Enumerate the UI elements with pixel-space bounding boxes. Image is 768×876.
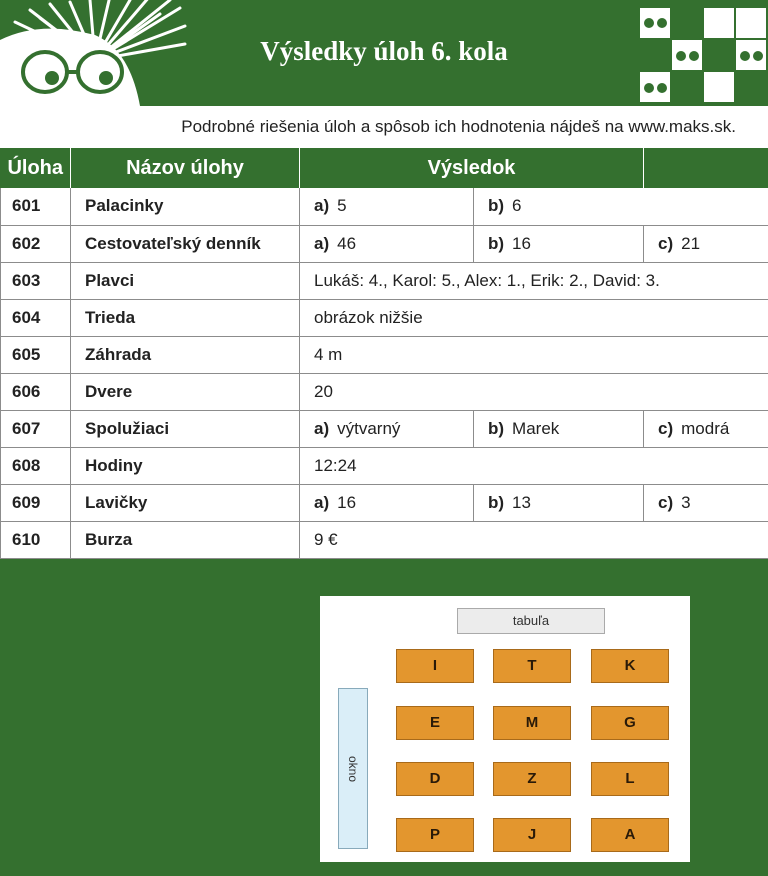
- desk-m: M: [493, 706, 571, 740]
- result-value: 6: [512, 196, 522, 216]
- task-name: Palacinky: [71, 188, 300, 225]
- result-cell: [300, 410, 474, 447]
- result-label: c): [658, 492, 674, 512]
- desk-g: G: [591, 706, 669, 740]
- task-name: Cestovateľský denník: [71, 225, 300, 262]
- task-number: 607: [1, 410, 71, 447]
- result-cell: [474, 484, 644, 521]
- result-value: výtvarný: [337, 418, 401, 438]
- checkerboard-logo: [640, 6, 768, 104]
- result-text: 12:24: [300, 447, 768, 484]
- table-row: [1, 262, 768, 299]
- task-number: 604: [1, 299, 71, 336]
- desk-l: L: [591, 762, 669, 796]
- task-number: 602: [1, 225, 71, 262]
- task-name: Burza: [71, 521, 300, 558]
- header-task: Úloha: [1, 148, 71, 188]
- result-value: 46: [337, 233, 357, 253]
- result-value: 16: [337, 492, 357, 512]
- desk-z: Z: [493, 762, 571, 796]
- results-table: [0, 148, 768, 559]
- task-name: Dvere: [71, 373, 300, 410]
- table-body: [1, 188, 768, 558]
- result-value: 21: [681, 233, 701, 253]
- table-header-row: [1, 148, 768, 188]
- result-value: 13: [512, 492, 531, 512]
- subtitle-note: Podrobné riešenia úloh a spôsob ich hodnotenia nájdeš na www.maks.sk.: [0, 106, 768, 148]
- result-label: c): [658, 233, 674, 253]
- page-title: Výsledky úloh 6. kola: [260, 36, 508, 66]
- result-cell: [644, 225, 768, 262]
- result-label: a): [314, 233, 330, 253]
- table-row: [1, 299, 768, 336]
- result-text: obrázok nižšie: [300, 299, 768, 336]
- table-row: [1, 484, 768, 521]
- desk-j: J: [493, 818, 571, 852]
- desk-e: E: [396, 706, 474, 740]
- table-row: [1, 447, 768, 484]
- classroom-window: [338, 688, 368, 849]
- desk-d: D: [396, 762, 474, 796]
- table-row: [1, 373, 768, 410]
- classroom-board: tabuľa: [457, 608, 605, 634]
- result-text: Lukáš: 4., Karol: 5., Alex: 1., Erik: 2., David: 3.: [300, 262, 768, 299]
- task-number: 605: [1, 336, 71, 373]
- table-row: [1, 410, 768, 447]
- result-value: modrá: [681, 418, 730, 438]
- task-number: 601: [1, 188, 71, 225]
- result-cell: [300, 484, 474, 521]
- desk-a: A: [591, 818, 669, 852]
- result-label: b): [488, 418, 505, 438]
- result-cell: [300, 225, 474, 262]
- window-label: okno: [346, 755, 360, 782]
- table-row: [1, 521, 768, 558]
- header-banner: [0, 0, 768, 106]
- result-cell: [474, 410, 644, 447]
- desk-p: P: [396, 818, 474, 852]
- result-cell: [644, 484, 768, 521]
- task-number: 609: [1, 484, 71, 521]
- desk-i: I: [396, 649, 474, 683]
- result-text: 20: [300, 373, 768, 410]
- task-number: 608: [1, 447, 71, 484]
- task-name: Trieda: [71, 299, 300, 336]
- task-number: 603: [1, 262, 71, 299]
- header-empty: [644, 148, 768, 188]
- header-result: Výsledok: [300, 148, 644, 188]
- result-value: 16: [512, 233, 531, 253]
- result-label: b): [488, 196, 505, 216]
- result-label: a): [314, 418, 330, 438]
- desk-t: T: [493, 649, 571, 683]
- task-name: Záhrada: [71, 336, 300, 373]
- task-name: Hodiny: [71, 447, 300, 484]
- classroom-diagram: [320, 596, 690, 862]
- result-cell: [474, 225, 644, 262]
- result-label: b): [488, 492, 505, 512]
- result-label: a): [314, 492, 330, 512]
- task-name: Lavičky: [71, 484, 300, 521]
- result-cell: [474, 188, 768, 225]
- task-number: 610: [1, 521, 71, 558]
- result-label: a): [314, 196, 330, 216]
- desk-k: K: [591, 649, 669, 683]
- task-number: 606: [1, 373, 71, 410]
- table-row: [1, 188, 768, 225]
- result-label: b): [488, 233, 505, 253]
- header-name: Názov úlohy: [71, 148, 300, 188]
- table-row: [1, 336, 768, 373]
- result-value: Marek: [512, 418, 560, 438]
- task-name: Plavci: [71, 262, 300, 299]
- result-value: 5: [337, 196, 347, 216]
- result-text: 4 m: [300, 336, 768, 373]
- result-text: 9 €: [300, 521, 768, 558]
- result-cell: [300, 188, 474, 225]
- result-label: c): [658, 418, 674, 438]
- task-name: Spolužiaci: [71, 410, 300, 447]
- result-cell: [644, 410, 768, 447]
- result-value: 3: [681, 492, 691, 512]
- table-row: [1, 225, 768, 262]
